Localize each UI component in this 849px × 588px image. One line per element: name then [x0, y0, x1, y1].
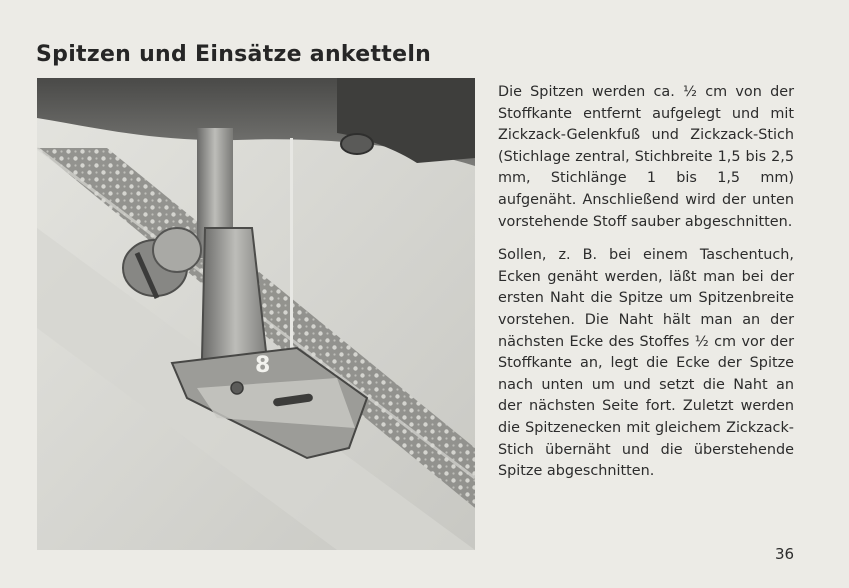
foot-number-label: 8: [255, 353, 271, 378]
needle: [290, 138, 293, 348]
instruction-text: [498, 82, 794, 495]
paragraph-1: Die Spitzen werden ca. ½ cm von der Stoffkante entfernt aufgelegt und mit Zickzack-Gelenkfuß und Zickzack-Stich (Stichlage zentral, Stichbreite 1,5 bis 2,5 mm, Stichlänge 1 bis 1,5 mm) aufgenäht. Anschließend wird der unten vorstehende Stoff sauber abgeschnitten.: [498, 84, 794, 230]
sewing-machine-photo: [37, 78, 475, 550]
page-number: 36: [775, 545, 795, 563]
page-title: Spitzen und Einsätze anketteln: [36, 42, 432, 67]
paragraph-2: Sollen, z. B. bei einem Taschentuch, Ecken genäht werden, läßt man bei der ersten Naht die Spitze um Spitzenbreite vorstehen. Die Naht hält man an der nächsten Ecke des Stoffes ½ cm vor der Stoffkante an, legt die Ecke der Spitze nach unten um und setzt die Naht an der nächsten Seite fort. Zuletzt werden die Spitzenecken mit gleichem Zickzack-Stich übernäht und die überstehende Spitze abgeschnitten.: [498, 247, 794, 480]
